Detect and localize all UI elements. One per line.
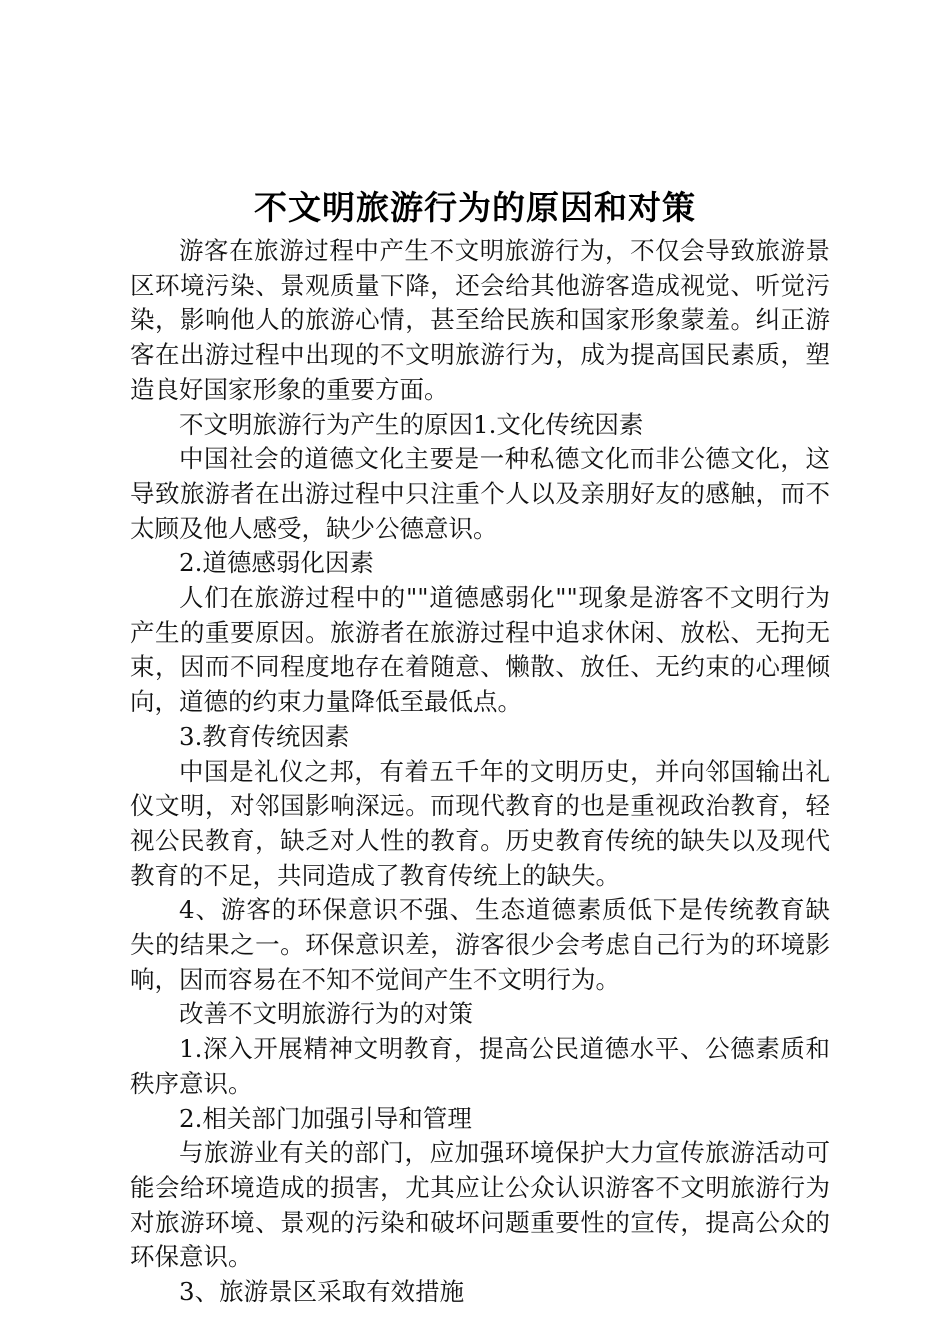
- subheading-education: 3.教育传统因素: [179, 721, 350, 751]
- paragraph-morality: 人们在旅游过程中的""道德感弱化""现象是游客不文明行为产生的重要原因。旅游者在旅游过程中追求休闲、放松、无拘无束，因而不同程度地存在着随意、懒散、放任、无约束的心理倾向，道德的约束力量降低至最低点。: [130, 583, 830, 717]
- subheading-morality: 2.道德感弱化因素: [179, 548, 374, 578]
- subheading-measure-2: 2.相关部门加强引导和管理: [179, 1103, 472, 1133]
- paragraph-culture: 中国社会的道德文化主要是一种私德文化而非公德文化，这导致旅游者在出游过程中只注重个人以及亲朋好友的感触，而不太顾及他人感受，缺少公德意识。: [130, 444, 830, 543]
- subheading-measure-3: 3、旅游景区采取有效措施: [179, 1277, 465, 1307]
- paragraph-measure-2: 与旅游业有关的部门，应加强环境保护大力宣传旅游活动可能会给环境造成的损害，尤其应让公众认识游客不文明旅游行为对旅游环境、景观的污染和破坏问题重要性的宣传，提高公众的环保意识。: [130, 1138, 830, 1272]
- section-heading-countermeasures: 改善不文明旅游行为的对策: [179, 999, 473, 1029]
- paragraph-measure-1: 1.深入开展精神文明教育，提高公民道德水平、公德素质和秩序意识。: [130, 1034, 830, 1098]
- paragraph-education: 中国是礼仪之邦，有着五千年的文明历史，并向邻国输出礼仪文明，对邻国影响深远。而现代教育的也是重视政治教育，轻视公民教育，缺乏对人性的教育。历史教育传统的缺失以及现代教育的不足，共同造成了教育传统上的缺失。: [130, 756, 830, 890]
- document-body: [130, 234, 830, 1310]
- section-heading-causes: 不文明旅游行为产生的原因1.文化传统因素: [179, 409, 644, 439]
- document-title: 不文明旅游行为的原因和对策: [254, 188, 696, 227]
- paragraph-environment: 4、游客的环保意识不强、生态道德素质低下是传统教育缺失的结果之一。环保意识差，游客很少会考虑自己行为的环境影响，因而容易在不知不觉间产生不文明行为。: [130, 895, 830, 994]
- intro-paragraph: 游客在旅游过程中产生不文明旅游行为，不仅会导致旅游景区环境污染、景观质量下降，还会给其他游客造成视觉、听觉污染，影响他人的旅游心情，甚至给民族和国家形象蒙羞。纠正游客在出游过程中出现的不文明旅游行为，成为提高国民素质，塑造良好国家形象的重要方面。: [130, 236, 830, 404]
